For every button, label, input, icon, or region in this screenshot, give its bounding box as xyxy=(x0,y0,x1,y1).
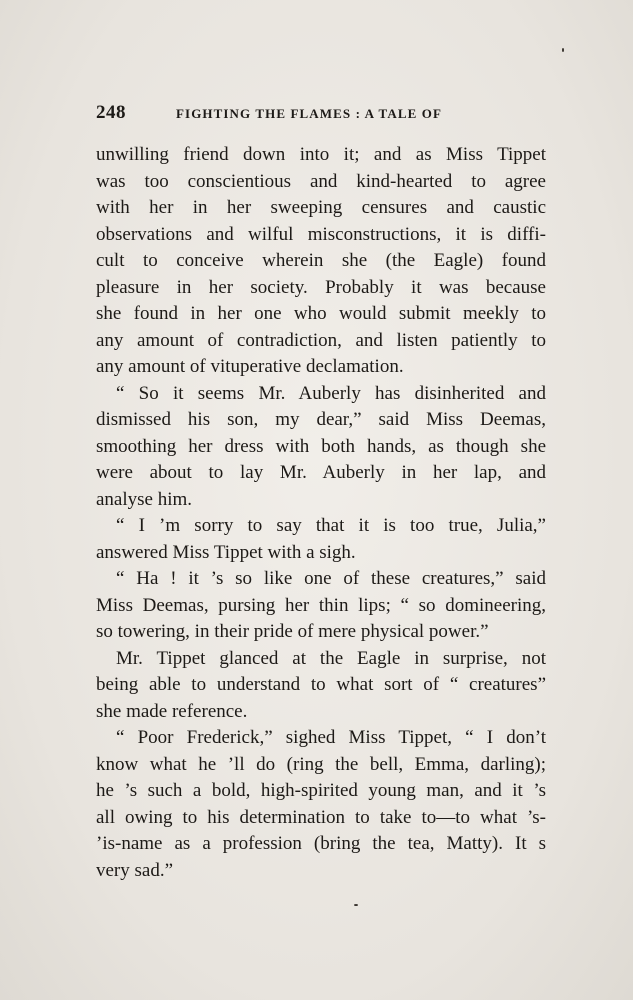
text-line: answered Miss Tippet with a sigh. xyxy=(96,541,356,563)
text-line: smoothing her dress with both hands, as though she xyxy=(96,435,546,457)
text-line: Miss Deemas, pursing her thin lips; “ so domineering, xyxy=(96,594,546,616)
page-header xyxy=(96,98,556,128)
text-line: observations and wilful misconstructions, it is diffi- xyxy=(96,223,546,245)
running-title: FIGHTING THE FLAMES : A TALE OF xyxy=(176,106,442,121)
text-line: was too conscientious and kind-hearted to agree xyxy=(96,170,546,192)
text-line: all owing to his determination to take to—to what ’s- xyxy=(96,806,546,828)
text-line: any amount of contradiction, and listen patiently to xyxy=(96,329,546,351)
text-line: dismissed his son, my dear,” said Miss Deemas, xyxy=(96,409,546,430)
ink-speck xyxy=(562,48,564,52)
page-number: 248 xyxy=(96,102,126,123)
ink-speck xyxy=(354,904,358,906)
text-line: any amount of vituperative declamation. xyxy=(96,356,404,377)
text-line: “ Ha ! it ’s so like one of these creatures,” said xyxy=(116,568,546,589)
text-line: unwilling friend down into it; and as Miss Tippet xyxy=(96,144,546,165)
text-line: she made reference. xyxy=(96,700,248,722)
text-line: she found in her one who would submit meekly to xyxy=(96,303,546,324)
text-line: so towering, in their pride of mere physical power.” xyxy=(96,621,489,642)
text-line: were about to lay Mr. Auberly in her lap, and xyxy=(96,462,546,483)
text-line: “ I ’m sorry to say that it is too true, Julia,” xyxy=(116,515,546,536)
text-line: being able to understand to what sort of “ creatures” xyxy=(96,674,546,695)
text-line: he ’s such a bold, high-spirited young man, and it ’s xyxy=(96,780,546,801)
text-line: with her in her sweeping censures and caustic xyxy=(96,197,546,218)
text-line: “ Poor Frederick,” sighed Miss Tippet, “ I don’t xyxy=(116,727,546,748)
text-line: very sad.” xyxy=(96,859,174,881)
text-line: cult to conceive wherein she (the Eagle) found xyxy=(96,250,546,271)
text-line: know what he ’ll do (ring the bell, Emma, darling); xyxy=(96,753,546,775)
text-line: Mr. Tippet glanced at the Eagle in surprise, not xyxy=(116,647,546,669)
text-line: ’is-name as a profession (bring the tea, Matty). It s xyxy=(96,833,546,854)
text-line: “ So it seems Mr. Auberly has disinherited and xyxy=(116,382,546,404)
text-line: pleasure in her society. Probably it was because xyxy=(96,276,546,298)
text-line: analyse him. xyxy=(96,488,193,510)
body-text xyxy=(96,142,546,884)
